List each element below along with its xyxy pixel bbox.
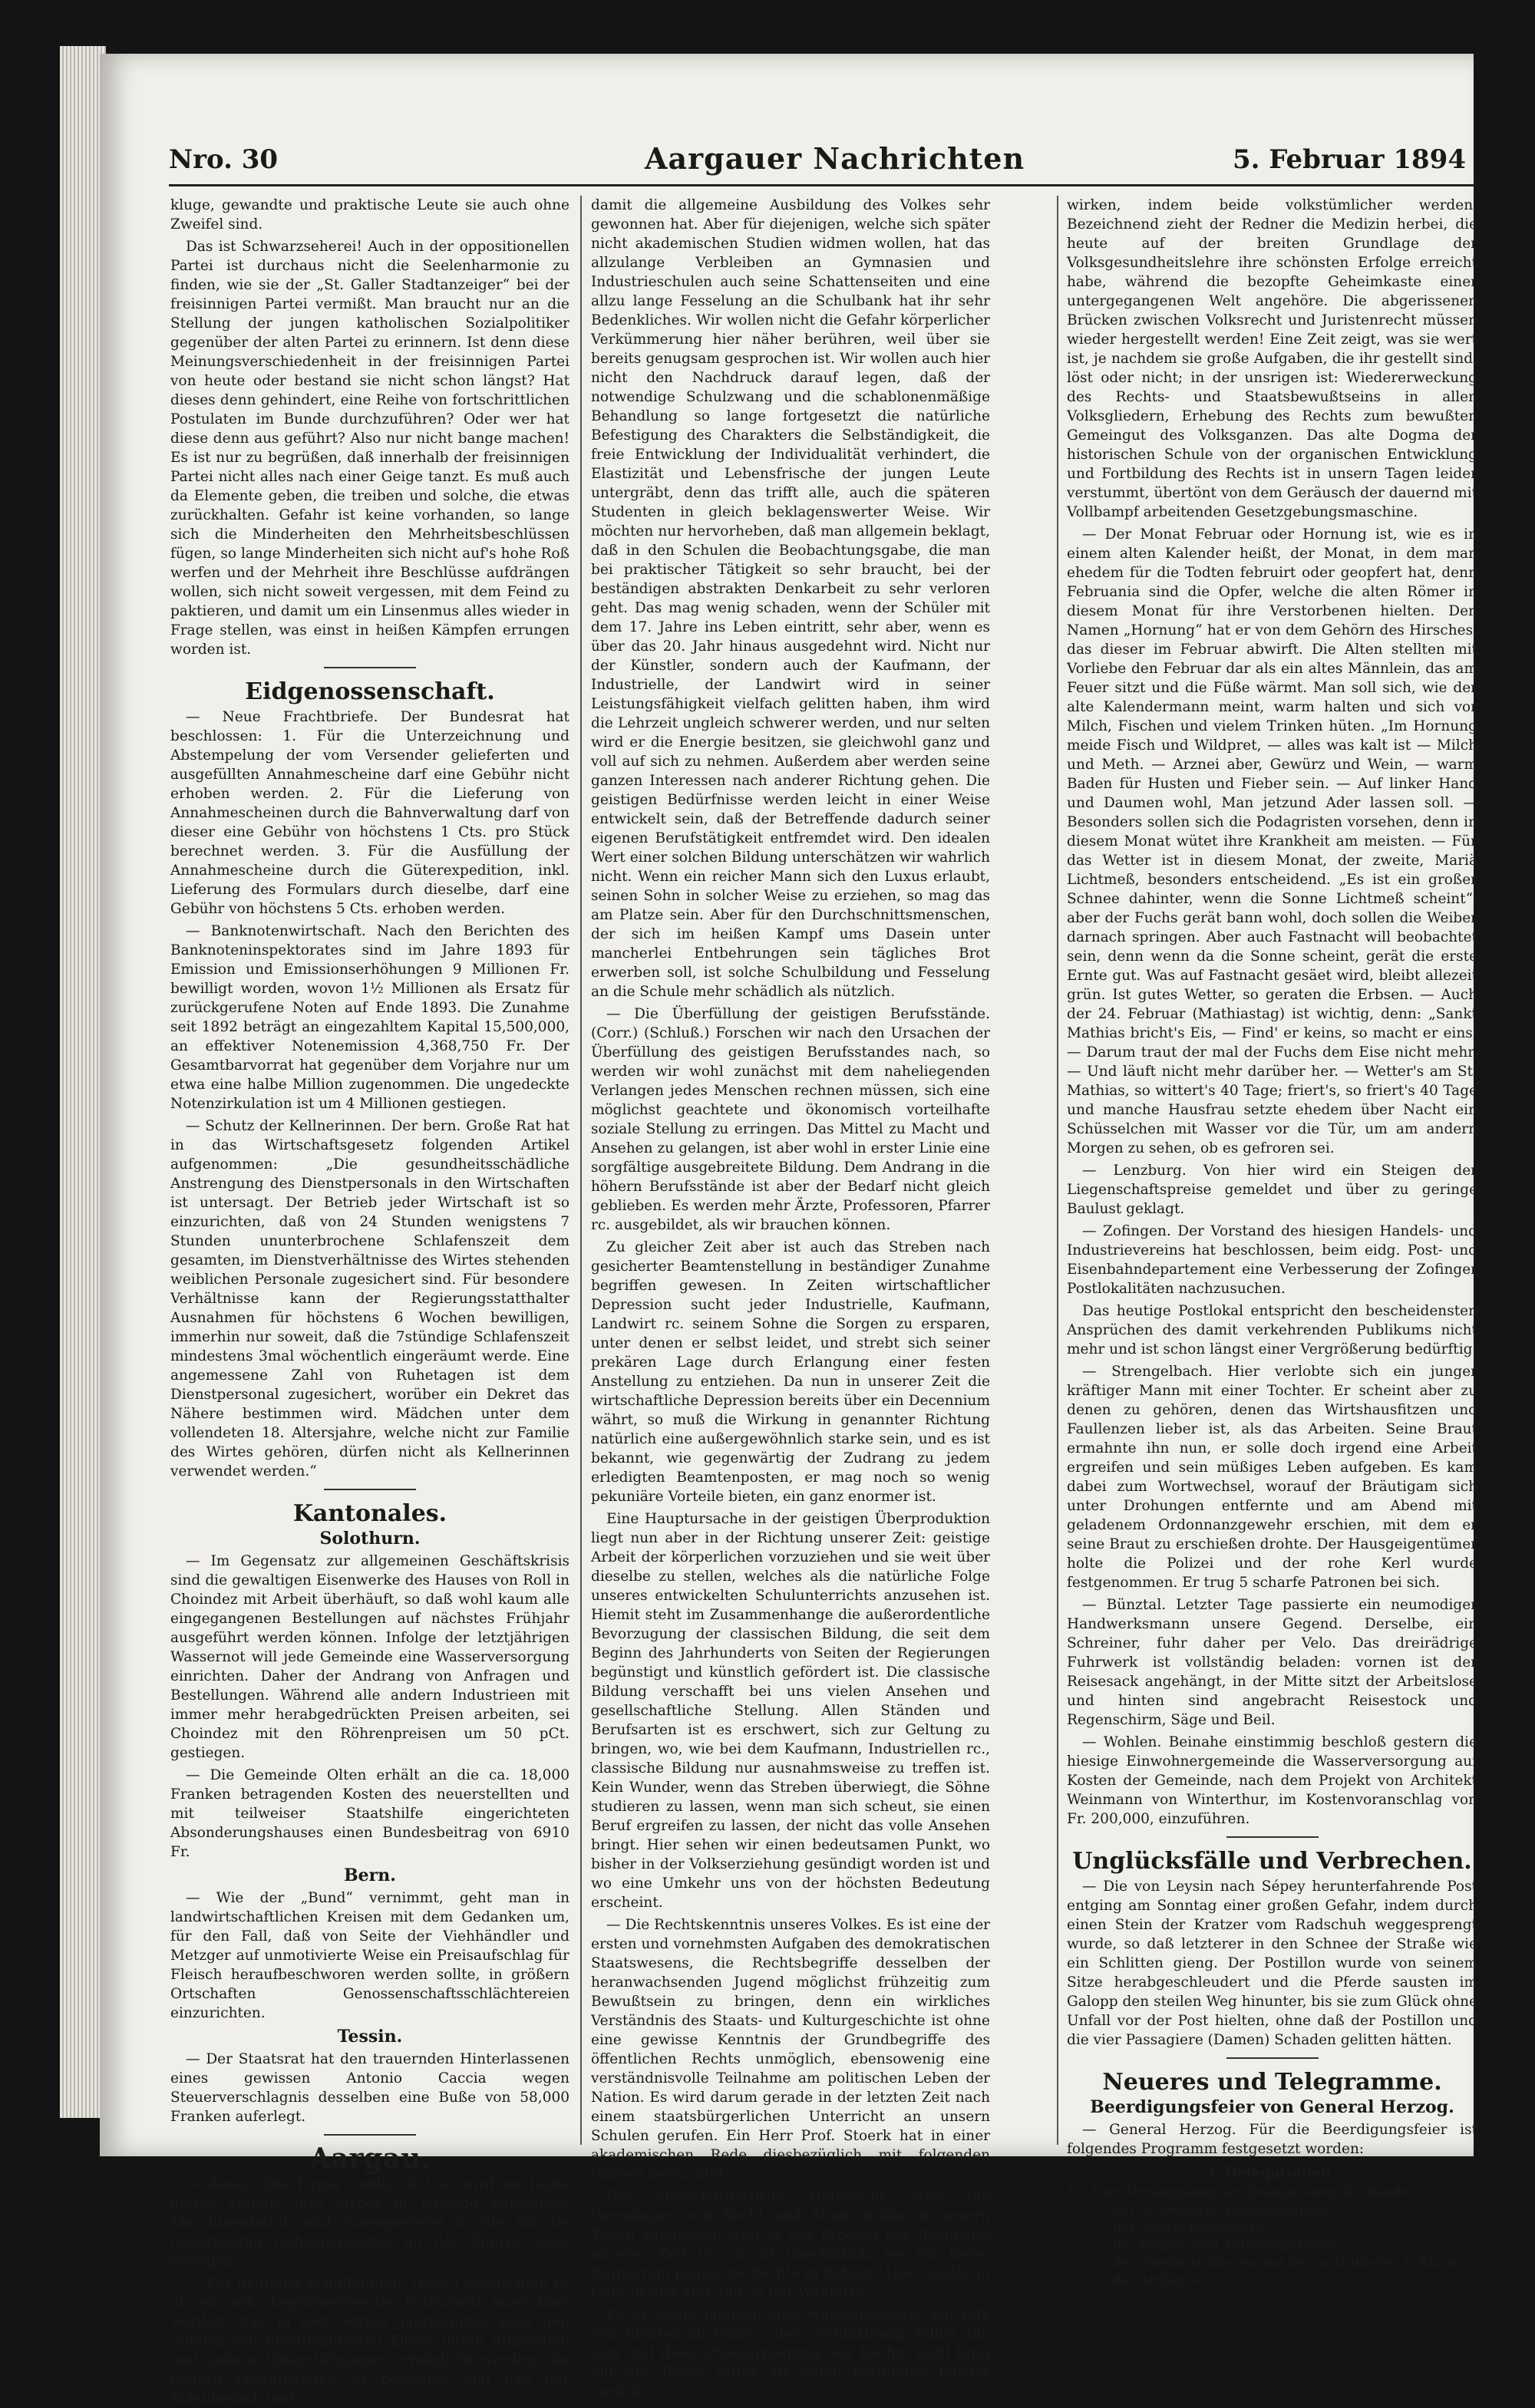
program-heading: I. Delegationen.: [1208, 2165, 1336, 2181]
article-paragraph: — Schutz der Kellnerinnen. Der bern. Große Rat hat in das Wirtschaftsgesetz folgenden Artikel aufgenommen: „Die gesundheitsschädliche Anstrengung des Dienstpersonals in den Wirtschaften ist untersagt. Der Betrieb jeder Wirtschaft ist so einzurichten, daß von 24 Stunden wenigstens 7 Stunden ununterbrochene Schlafenszeit dem gesamten, im Dienstverhältnisse des Wirtes stehenden weiblichen Personale zugesichert sind. Für besondere Verhältnisse kann der Regierungsstatthalter Ausnahmen für höchstens 6 Wochen bewilligen, immerhin nur soweit, daß die 7stündige Schlafenszeit mindestens 3mal wöchentlich eingeräumt werde. Eine angemessene Zahl von Ruhetagen ist dem Dienstpersonal zugesichert, worüber ein Dekret das Nähere bestimmen wird. Mädchen unter dem vollendeten 18. Altersjahre, welche nicht zur Familie des Wirtes gehören, dürfen nicht als Kellnerinnen verwendet werden.“: [170, 1118, 569, 1479]
article-paragraph: — Die Gemeinde Olten erhält an die ca. 18,000 Franken betragenden Kosten des neuerstellten und mit teilweiser Staatshilfe eingerichteten Absonderungshauses einen Bundesbeitrag von 6910 Fr.: [170, 1767, 569, 1860]
article-paragraph: — Die von Leysin nach Sépey herunterfahrende Post entging am Sonntag einer großen Gefahr, indem durch einen Stein der Kratzer vom Radschuh weggesprengt wurde, so daß letzterer in den Schnee der Straße wie ein Schlitten gieng. Der Postillon wurde von seinem Sitze herabgeschleudert und die Pferde sausten im Galopp den steilen Weg hinunter, bis sie zum Glück ohne Unfall vor der Post hielten, ohne daß der Postillon und die vier Passagiere (Damen) Schaden gelitten hätten.: [1067, 1879, 1477, 2048]
newspaper-title: Aargauer Nachrichten: [645, 141, 1025, 176]
section-divider: [1226, 2057, 1319, 2059]
article-paragraph: — Im Gegensatz zur allgemeinen Geschäftskrisis sind die gewaltigen Eisenwerke des Hauses von Roll in Choindez mit Arbeit überhäuft, so daß wohl kaum alle eingegangenen Bestellungen auf nächstes Frühjahr ausgeführt werden können. Infolge der letztjährigen Wassernot will jede Gemeinde eine Wasserversorgung einrichten. Daher der Andrang von Anfragen und Bestellungen. Während alle andern Industrieen mit immer mehr herabgedrückten Preisen arbeiten, sei Choindez mit den Röhrenpreisen um 50 pCt. gestiegen.: [170, 1553, 569, 1761]
article-paragraph: — Zur heutigen Schulbildung. (Korr.) Gewiß muß es als ein sehr begrüßenswerter Fortschritt bezeichnet werden, daß in den letzten Jahrzehnten auch den Söhnen von nichtbegüterten Eltern durch Stipendien und andere Unterstützungen ermöglicht worden, die höhern Lehranstalten zu besuchen und daß der Schulbesuch und: [170, 2275, 569, 2406]
section-divider: [1226, 1836, 1319, 1838]
program-line: der Oberinstruktoren und der Instruktoren 1. Klasse: [1113, 2255, 1462, 2271]
article-paragraph: Es ist weder möglich noch wünschenswert, ein Volk von Juristen zu bilden, aber rechtskundig sollen alle sein und diese Popularisierung des Rechts wohl tätig auf das Recht selbst als einen berufenen Pfleger zurück: [591, 2307, 990, 2400]
program-line: der Oberst-Divisionäre,: [1113, 2220, 1268, 2235]
section-divider: [324, 1489, 416, 1490]
article-paragraph: — General Herzog. Für die Beerdigungsfeier ist folgendes Programm festgesetzt worden:: [1067, 2122, 1477, 2157]
article-paragraph: — Der Staatsrat hat den trauernden Hinterlassenen eines gewissen Antonio Caccia wegen Steuerverschlagnis desselben eine Buße von 58,000 Franken auferlegt.: [170, 2051, 569, 2125]
article-paragraph: — Die Überfüllung der geistigen Berufsstände. (Corr.) (Schluß.) Forschen wir nach den Ursachen der Überfüllung des geistigen Berufsstandes nach, so werden wir wohl zunächst mit dem naheliegenden Verlangen jedes Menschen rechnen müssen, sich eine möglichst geachtete und ökonomisch vorteilhafte soziale Stellung zu erringen. Das Mittel zu Macht und Ansehen zu gelangen, ist aber wohl in erster Linie eine sorgfältige ausgebreitete Bildung. Dem Andrang in die höhern Berufsstände ist aber der Bedarf nicht gleich geblieben. Es werden mehr Ärzte, Professoren, Pfarrer rc. ausgebildet, als wir brauchen können.: [591, 1006, 990, 1233]
article-paragraph: — Strengelbach. Hier verlobte sich ein junger kräftiger Mann mit einer Tochter. Er scheint aber zu denen zu gehören, denen das Wirtshausfitzen und Faullenzen lieber ist, als das Arbeiten. Seine Braut ermahnte ihn nun, er solle doch irgend eine Arbeit ergreifen und sein müßiges Leben aufgeben. Es kam dabei zum Wortwechsel, worauf der Bräutigam sich unter Drohungen entfernte und am Abend mit geladenem Ordonnanzgewehr erschien, mit dem er seine Braut zu erschießen drohte. Der Hausgeigentümer holte die Polizei und der rohe Kerl wurde festgenommen. Er trug 5 scharfe Patronen bei sich.: [1067, 1364, 1477, 1591]
column-rule: [580, 196, 582, 2145]
article-paragraph: wirken, indem beide volkstümlicher werden. Bezeichnend zieht der Redner die Medizin herbei, die heute auf der breiten Grundlage der Volksgesundheitslehre ihre schönsten Erfolge erreicht habe, während die bezopfte Geheimkaste einer untergegangenen Welt angehöre. Die abgerissenen Brücken zwischen Volksrecht und Juristenrecht müssen wieder hergestellt werden! Eine Zeit zeigt, was sie wert ist, je nachdem sie große Aufgaben, die ihr gestellt sind, löst oder nicht; in der unsrigen ist: Wiedererweckung des Rechts- und Staatsbewußtseins in allen Volksgliedern, Erhebung des Rechts zum bewußten Gemeingut des Volksganzen. Das alte Dogma der historischen Schule von der organischen Entwicklung und Fortbildung des Rechts ist in unsern Tagen leider verstummt, übertönt von dem Geräusch der dauernd mit Vollbampf arbeitenden Gesetzgebungsmaschine.: [1067, 197, 1477, 520]
section-divider: [324, 667, 416, 668]
section-heading-eidgenossenschaft: Eidgenossenschaft.: [245, 678, 495, 705]
article-paragraph: Eine Hauptursache in der geistigen Überproduktion liegt nun aber in der Richtung unserer Zeit: geistige Arbeit der körperlichen vorzuziehen und sie weit über dieselbe zu stellen, welches als die natürliche Folge unseres entwickelten Schulunterrichts anzusehen ist. Hiemit steht im Zusammenhange die außerordentliche Bevorzugung der classischen Bildung, die seit dem Beginn des Jahrhunderts von Seiten der Regierungen begünstigt und künstlich gefördert ist. Die classische Bildung verschafft bei uns vielen Ansehen und gesellschaftliche Stellung. Allen Ständen und Berufsarten ist es erschwert, sich zur Geltung zu bringen, wo, wie bei dem Kaufmann, Industriellen rc., classische Bildung nur ausnahmsweise zu treffen ist. Kein Wunder, wenn das Streben überwiegt, die Söhne studieren zu lassen, wenn man sich scheut, sie einen Beruf ergreifen zu lassen, der nicht das volle Ansehen bringt. Hier sehen wir einen bedeutsamen Punkt, wo bisher in der Volkserziehung gesündigt worden ist und wo eine Umkehr uns von der höchsten Bedeutung erscheint.: [591, 1511, 990, 1911]
article-paragraph: Das heutige Postlokal entspricht den bescheidensten Ansprüchen des damit verkehrenden Publikums nicht mehr und ist schon längst einer Vergrößerung bedürftig.: [1067, 1303, 1477, 1357]
article-paragraph: — Lenzburg. Von hier wird ein Steigen der Liegenschaftspreise gemeldet und über zu geringe Baulust geklagt.: [1067, 1163, 1477, 1217]
program-line: der Waffen- und Abteilungs-Chefs,: [1113, 2238, 1340, 2253]
article-paragraph: — Bünztal. Letzter Tage passierte ein neumodiger Handwerksmann unsere Gegend. Derselbe, ein Schreiner, fuhr daher per Velo. Das dreirädrige Fuhrwerk ist vollständig beladen: vornen ist der Reisesack angehängt, in der Mitte sitzt der Arbeitslose und hinten sind angebracht Reisestock und Regenschirm, Säge und Beil.: [1067, 1597, 1477, 1728]
subheading-solothurn: Solothurn.: [319, 1529, 421, 1549]
article-paragraph: — Wie der „Bund“ vernimmt, geht man in landwirtschaftlichen Kreisen mit dem Gedanken um, für den Fall, daß von Seite der Viehhändler und Metzger auf unmotivierte Weise ein Preisaufschlag für Fleisch heraufbeschworen werden sollte, in größern Ortschaften Genossenschaftsschlächtereien einzurichten.: [170, 1890, 569, 2021]
article-paragraph: Der staatsbürgerliche Unterricht über die Grundlagen von Recht und Staat mußte in unsern Tagen aufsteigen, weil er das Produkt der Rechtsnot unserer Zeit ist; er ist unerläßlich, wo ein freies Bürgertum politische Rechte in hohem Maße ausübt in Gericht und Amt und an der Wahlurne.: [591, 2189, 990, 2301]
page-stack-edge: [60, 46, 106, 2118]
subheading-tessin: Tessin.: [337, 2027, 403, 2047]
masthead: [169, 138, 1474, 186]
article-paragraph: kluge, gewandte und praktische Leute sie auch ohne Zweifel sind.: [170, 197, 569, 233]
issue-date: 5. Februar 1894: [1232, 144, 1466, 175]
column-2: [591, 196, 990, 2400]
article-paragraph: damit die allgemeine Ausbildung des Volkes sehr gewonnen hat. Aber für diejenigen, welche sich später nicht akademischen Studien widmen wollen, hat das allzulange Verbleiben an Gymnasien und Industrieschulen auch seine Schattenseiten und eine allzu lange Fesselung an die Schulbank hat ihr sehr Bedenkliches. Wir wollen nicht die Gefahr körperlicher Verkümmerung hier näher berühren, weil über sie bereits genugsam gesprochen ist. Wir wollen auch hier nicht den Nachdruck darauf legen, daß der notwendige Schulzwang und die schablonenmäßige Behandlung so lange fortgesetzt die natürliche Befestigung des Charakters die Selbständigkeit, die freie Entwicklung der Individualität verhindert, die Elastizität und Lebensfrische der jungen Leute untergräbt, denn das trifft alle, auch die späteren Studenten in gleich beklagenswerter Weise. Wir möchten nur hervorheben, daß man allgemein beklagt, daß in den Schulen die Beobachtungsgabe, die man bei praktischer Tätigkeit so sehr braucht, bei der beständigen abstrakten Denkarbeit zu sehr verloren geht. Das mag wenig schaden, wenn der Schüler mit dem 17. Jahre ins Leben eintritt, sehr aber, wenn es über das 20. Jahr hinaus ausgedehnt wird. Nicht nur der Künstler, sondern auch der Kaufmann, der Industrielle, der Landwirt wird in seiner Leistungsfähigkeit vielfach gelitten haben, ihm wird die Lehrzeit ungleich schwerer werden, und nur selten wird er die Energie besitzen, sie gleichwohl ganz und voll auf sich zu nehmen. Außerdem aber werden seine ganzen Interessen nach anderer Richtung gehen. Die geistigen Bedürfnisse werden leicht in einer Weise entwickelt sein, daß der Betreffende dadurch seiner eigenen Berufstätigkeit entfremdet wird. Den idealen Wert einer solchen Bildung unterschätzen wir wahrlich nicht. Wenn ein reicher Mann sich den Luxus erlaubt, seinen Sohn in solcher Weise zu erziehen, so mag das am Platze sein. Aber für den Durchschnittsmenschen, der sich im heißen Kampf ums Dasein unter mancherlei Entbehrungen sein tägliches Brot erwerben soll, ist solche Schulbildung und Fesselung an die Schule mehr schädlich als nützlich.: [591, 197, 990, 1000]
section-heading-kantonales: Kantonales.: [292, 1500, 447, 1527]
article-paragraph: — Wohlen. Beinahe einstimmig beschloß gestern die hiesige Einwohnergemeinde die Wasserversorgung auf Kosten der Gemeinde, nach dem Projekt von Architekt Weinmann von Winterthur, im Kostenvoranschlag von Fr. 200,000, einzuführen.: [1067, 1734, 1477, 1827]
article-paragraph: — Aarau. Die Firma Oehler & Cie. wird im Laufe dieses Monats ihre bisher in Wildegg betriebene Maschinenfabrik und Eisengießerei in die für sie neuerbauten Gebäulichkeiten an der Suhrer Linie verlegen.: [170, 2176, 569, 2269]
program-line: der Armeekorps-Kommandanten,: [1113, 2202, 1333, 2218]
article-paragraph: — Der Monat Februar oder Hornung ist, wie es in einem alten Kalender heißt, der Monat, in dem man ehedem für die Todten februirt oder geopfert hat, denn Februania sind die Opfer, welche die alten Römer in diesem Monat für ihre Verstorbenen hielten. Den Namen „Hornung“ hat er von dem Gehörn des Hirsches, das dieser im Februar abwirft. Die Alten stellten mit Vorliebe den Februar dar als ein altes Männlein, das am Feuer sitzt und die Füße wärmt. Man soll sich, wie der alte Kalendermann meint, warm halten und sich vor Milch, Fischen und vielem Trinken hüten. „Im Hornung meide Fisch und Wildpret, — alles was kalt ist — Milch und Meth. — Arznei aber, Gewürz und Wein, — warm Baden für Husten und Fieber sein. — Auf linker Hand und Daumen wohl, Man jetzund Ader lassen soll. — Besonders sollen sich die Podagristen vorsehen, denn in diesem Monat wütet ihre Krankheit am meisten. — Für das Wetter ist in diesem Monat, der zweite, Mariä Lichtmeß, besonders entscheidend. „Es ist ein großer Schnee dahinter, wenn die Sonne Lichtmeß scheint“, aber der Fuchs gerät bann wohl, doch sollen die Weiber darnach springen. Aber auch Fastnacht will beobachtet sein, denn wenn da die Sonne scheint, gerät die erste Ernte gut. Was auf Fastnacht gesäet wird, bleibt allezeit grün. Ist gutes Wetter, so geraten die Erbsen. — Auch der 24. Februar (Mathiastag) ist wichtig, denn: „Sankt Mathias bricht's Eis, — Find' er keins, so macht er eins; — Darum traut der mal der Fuchs dem Eise nicht mehr, — Und läuft nicht mehr darüber her. — Wetter's am St. Mathias, so wittert's 40 Tage; friert's, so friert's 40 Tage und manche Hausfrau setzte ehedem über Nacht ein Schüsselchen mit Wasser vor die Tür, um am andern Morgen zu sehen, ob es gefroren sei.: [1067, 526, 1477, 1156]
subheading-bern: Bern.: [344, 1865, 396, 1885]
article-paragraph: Das ist Schwarzseherei! Auch in der oppositionellen Partei ist durchaus nicht die Seelenharmonie zu finden, wie sie der „St. Galler Stadtanzeiger“ bei der freisinnigen Partei vermißt. Man braucht nur an die Stellung der jungen katholischen Sozialpolitiker gegenüber der alten Partei zu erinnern. Ist denn diese Meinungsverschiedenheit in der freisinnigen Partei von heute oder bestand sie nicht schon längst? Hat dieses denn gehindert, eine Reihe von fortschrittlichen Postulaten im Bunde durchzuführen? Oder wer hat diese denn aus geführt? Also nur nicht bange machen! Es ist nur zu begrüßen, daß innerhalb der freisinnigen Partei nicht alles nach einer Geige tanzt. Es muß auch da Elemente geben, die treiben und solche, die etwas zurückhalten. Gefahr ist keine vorhanden, so lange sich die Minderheiten den Mehrheitsbeschlüssen fügen, so lange Minderheiten sich nicht auf's hohe Roß werfen und der Mehrheit ihre Beschlüsse aufdrängen wollen, sich nicht soweit vergessen, mit dem Feind zu paktieren, und damit um ein Linsenmus alles wieder in Frage stellen, was einst in heißen Kämpfen errungen worden ist.: [170, 239, 569, 658]
article-paragraph: — Banknotenwirtschaft. Nach den Berichten des Banknoteninspektorates sind im Jahre 1893 für Emission und Emissionserhöhungen 9 Millionen Fr. bewilligt worden, wovon 1½ Millionen als Ersatz für zurückgerufene Noten auf Ende 1893. Die Zunahme seit 1892 beträgt an eingezahltem Kapital 15,500,000, an effektiver Notenemission 4,368,750 Fr. Der Gesamtbarvorrat hat gegenüber dem Vorjahre nur um etwa eine halbe Million zugenommen. Die ungedeckte Notenzirkulation ist um 4 Millionen gestiegen.: [170, 923, 569, 1112]
article-paragraph: — Die Rechtskenntnis unseres Volkes. Es ist eine der ersten und vornehmsten Aufgaben des demokratischen Staatswesens, die Rechtsbegriffe desselben der heranwachsenden Jugend möglichst frühzeitig zum Bewußtsein zu bringen, denn ein wirkliches Verständnis des Staats- und Kulturgeschichte ist ohne eine gewisse Kenntnis der Grundbegriffe des öffentlichen Rechts unmöglich, ebensowenig eine verständnisvolle Teilnahme am politischen Leben der Nation. Es wird darum gerade in der letzten Zeit nach einem staatsbürgerlichen Unterricht an unsern Schulen gerufen. Ein Herr Prof. Stoerk hat in einer akademischen Rede diesbezüglich mit folgenden Worten beleuchtet:: [591, 1917, 990, 2182]
article-paragraph: Zu gleicher Zeit aber ist auch das Streben nach gesicherter Beamtenstellung in beständiger Zunahme begriffen gewesen. In Zeiten wirtschaftlicher Depression sucht jeder Industrielle, Kaufmann, Landwirt rc. seinem Sohne die Sorgen zu ersparen, unter denen er selbst leidet, und strebt sich seiner prekären Lage durch Erlangung einer festen Anstellung zu entziehen. Da nun in unserer Zeit die wirtschaftliche Depression bereits über ein Decennium währt, so muß die Wirkung in genannter Richtung natürlich eine außergewöhnlich starke sein, und es ist bekannt, wie gegenwärtig der Zudrang zu jedem erledigten Beamtenposten, er mag noch so wenig pekuniäre Vorteile bieten, ein ganz enormer ist.: [591, 1239, 990, 1505]
section-heading-aargau: Aargau.: [309, 2142, 431, 2175]
subheading-beerdigungsfeier: Beerdigungsfeier von General Herzog.: [1090, 2097, 1454, 2117]
program-line: der Artillerie.: [1113, 2273, 1203, 2288]
issue-number: Nro. 30: [169, 144, 279, 175]
article-paragraph: — Neue Frachtbriefe. Der Bundesrat hat beschlossen: 1. Für die Unterzeichnung und Abstempelung der vom Versender gelieferten und ausgefüllten Annahmescheine darf eine Gebühr nicht erhoben werden. 2. Für die Lieferung von Annahmescheinen durch die Bahnverwaltung darf von dieser eine Gebühr von höchstens 1 Cts. pro Stück berechnet werden. 3. Für die Ausfüllung der Annahmescheine durch die Güterexpedition, inkl. Lieferung des Formulars durch dieselbe, darf eine Gebühr von höchstens 5 Cts. erhoben werden.: [170, 709, 569, 917]
program-line: 1¼ Uhr: Versammlung der Delegationen des Bundes,: [1067, 2185, 1420, 2200]
column-1: [170, 196, 569, 2406]
section-divider: [324, 2134, 416, 2136]
section-heading-unglucksfalle: Unglücksfälle und Verbrechen.: [1072, 1848, 1472, 1875]
column-rule: [1057, 196, 1058, 2145]
column-3: [1067, 196, 1477, 2288]
article-paragraph: — Zofingen. Der Vorstand des hiesigen Handels- und Industrievereins hat beschlossen, beim eidg. Post- und Eisenbahndepartement eine Verbesserung der Zofinger Postlokalitäten nachzusuchen.: [1067, 1223, 1477, 1297]
section-heading-telegramme: Neueres und Telegramme.: [1102, 2069, 1442, 2096]
